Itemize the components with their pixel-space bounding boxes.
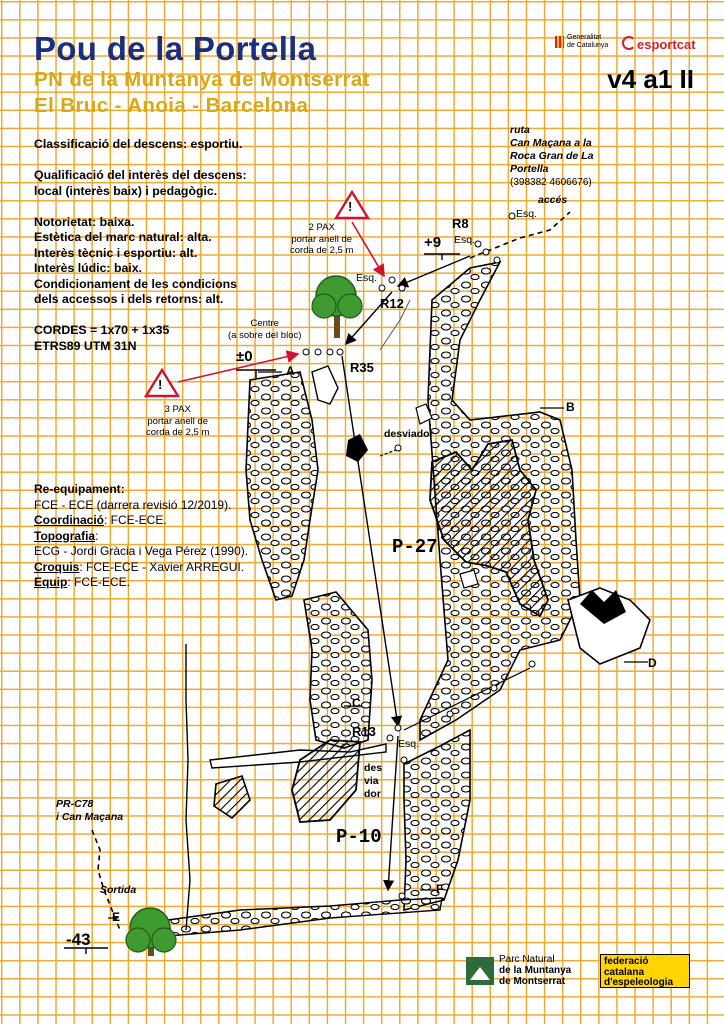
anchor-r13-esq: Esq. [398,738,420,750]
anchor-r12-label: R12 [380,296,404,311]
fce-logo: federació catalana d'espeleologia [600,954,690,988]
access-label: accés [538,194,568,206]
warning-2-symbol: ! [158,377,163,392]
loose-block-a [312,366,338,404]
credits-block: Re-equipament: FCE - ECE (darrera revisió 12/2019). Coordinació: FCE-ECE. Topografia: ECG - Jordi Gràcia i Vega Pérez (1990). Croquis: FCE-ECE - Xavier ARREGUI. Equip: FCE-ECE. [34,482,249,589]
descent-info: Classificació del descens: esportiu. Qualificació del interès del descens: local (interès baix) i pedagògic. Notorietat: baixa. Estètica del marc natural: alta. Interès tècnic i esportiu: alt. Interès lúdic: baix. Condicionament de les condicions dels accessos i dels retorns: alt. CORDES = 1x70 + 1x35 ETRS89 UTM 31N [34,137,247,353]
anchor-r8-label: R8 [452,216,469,231]
exit-route-label: PR-C78 i Can Maçana [56,798,124,823]
location-subtitle: El Bruc - Anoia - Barcelona [34,94,309,117]
access-route-label: ruta Can Maçana a la Roca Gran de La Portella (398382 4606676) [510,124,594,188]
anchor-r13-label: R13 [352,724,376,739]
esportcat-logo: esportcat [622,36,696,52]
parc-natural-logo: Parc Natural de la Muntanya de Montserrat [466,954,571,987]
difficulty-grade: v4 a1 II [607,64,694,94]
pitch-p27: P-27 [392,536,438,558]
tree-bottom [126,908,176,956]
exit-label: Sortida [100,884,137,896]
loose-block-4 [460,570,478,588]
section-f: F [436,882,444,896]
deviator-1-label: desviador [384,428,434,440]
warning-1-text: 2 PAX portar anell de corda de 2,5 m [290,222,354,256]
depth-top: +9 [424,234,442,251]
cave-floor-bottom [168,898,442,936]
section-a: A [286,364,295,378]
depth-zero: ±0 [236,348,253,365]
contour-line-left [186,644,190,930]
deviator-dash-1 [380,450,396,456]
park-subtitle: PN de la Muntanya de Montserrat [34,68,370,91]
page-title: Pou de la Portella [34,30,317,67]
depth-bottom: -43 [66,930,91,949]
anchor-top-esq: Esq. [516,208,538,220]
anchor-r12-esq: Esq. [356,272,378,284]
flag-icon [555,36,564,48]
esportcat-mark-icon [622,36,636,50]
mountain-icon [466,957,494,985]
section-e: E [112,910,121,924]
cave-wall-left-upper [246,372,318,600]
section-d: D [648,656,657,670]
rope-line-r13 [388,736,398,890]
tree-top [312,276,362,338]
warning-arrow-1 [352,222,384,276]
anchor-centre-label: Centre (a sobre del bloc) [228,318,302,341]
block-lower-left [214,776,250,818]
section-b: B [566,400,575,414]
anchor-r35-label: R35 [350,360,374,375]
section-c: C [352,696,361,710]
pitch-p10: P-10 [336,826,382,848]
generalitat-logo: Generalitat de Catalunya [555,34,608,50]
deviator-2-label: des via dor [364,762,383,800]
warning-2-text: 3 PAX portar anell de corda de 2,5 m [146,404,210,438]
warning-1-symbol: ! [348,199,353,214]
anchor-r8-esq: Esq. [454,234,476,246]
depth-markers [64,254,460,954]
